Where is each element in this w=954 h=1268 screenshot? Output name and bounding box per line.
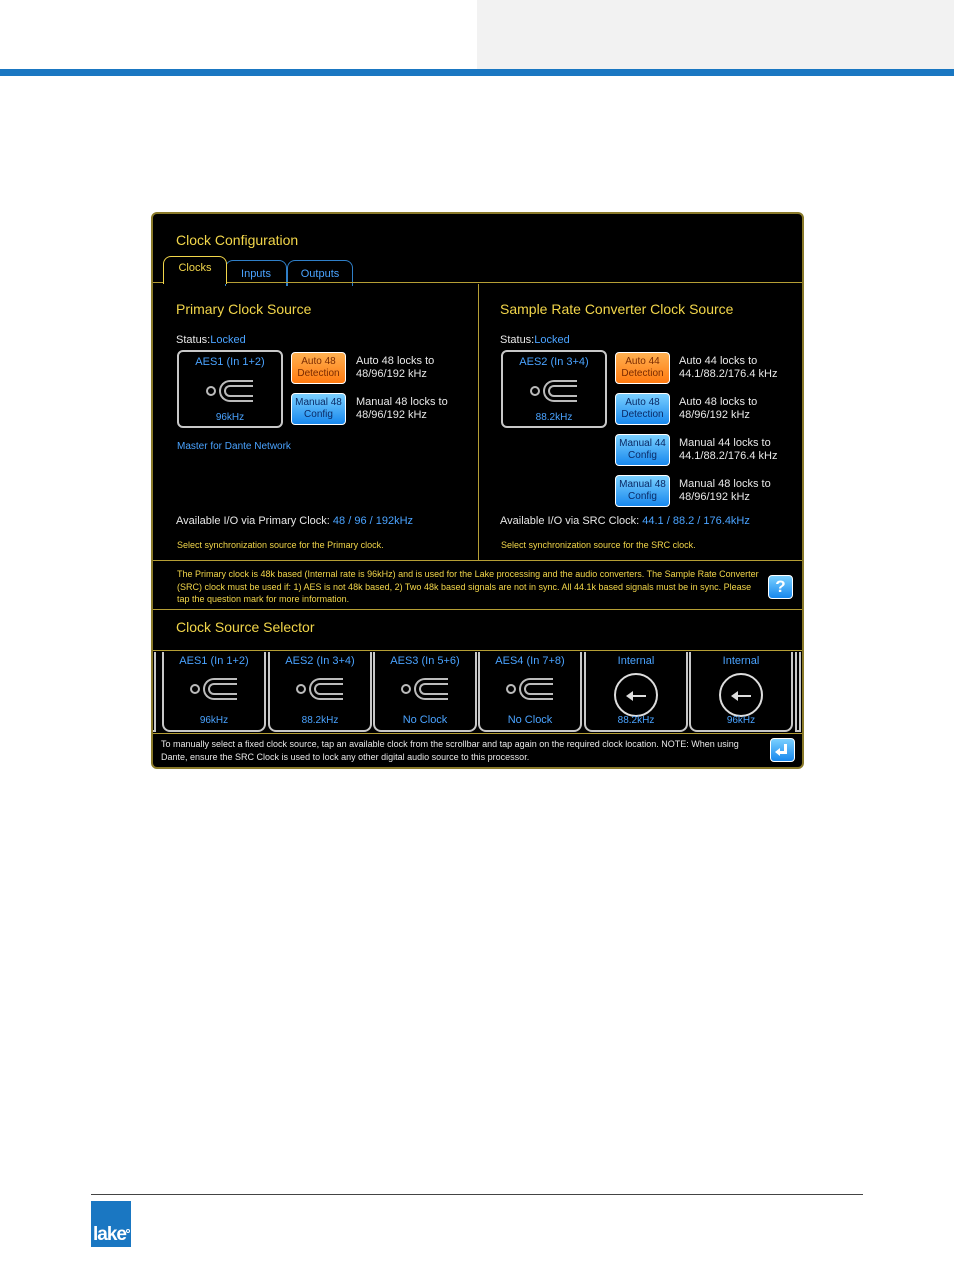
src-avail-value: 44.1 / 88.2 / 176.4kHz [642, 515, 750, 527]
document-header-bar [0, 69, 954, 76]
clock-configuration-screen [151, 212, 804, 769]
primary-clock-label: AES1 (In 1+2) [195, 356, 265, 368]
clock-source-aes3[interactable] [373, 652, 477, 732]
clock-source-label: AES1 (In 1+2) [179, 655, 249, 667]
primary-status [176, 334, 246, 346]
section-divider [153, 650, 804, 651]
src-section-title: Sample Rate Converter Clock Source [500, 301, 734, 317]
tab-outputs[interactable]: Outputs [287, 260, 353, 286]
internal-clock-icon [614, 673, 658, 717]
manual-selection-note: To manually select a fixed clock source, tap an available clock from the scrollbar and tap again on the required clock location. NOTE: When using Dante, ensure the SRC Clock is used to lock any other digital audio source to this processor. [161, 739, 739, 762]
clock-source-rate: 88.2kHz [617, 715, 655, 726]
src-hint: Select synchronization source for the SRC clock. [501, 540, 696, 550]
src-clock-label: AES2 (In 3+4) [519, 356, 589, 368]
src-status [500, 334, 570, 346]
primary-manual-48-desc: Manual 48 locks to 48/96/192 kHz [356, 396, 448, 421]
src-available-io [500, 515, 750, 527]
clock-source-rate: No Clock [402, 714, 448, 726]
panel-divider [478, 284, 479, 560]
clock-source-label: Internal [617, 655, 655, 667]
master-dante-link[interactable]: Master for Dante Network [177, 441, 291, 452]
src-status-label: Status: [500, 334, 535, 346]
aes-connector-icon [401, 676, 449, 702]
aes-connector-icon [506, 676, 554, 702]
lake-logo [91, 1201, 131, 1247]
clock-info-text: The Primary clock is 48k based (Internal rate is 96kHz) and is used for the Lake processing and the audio converters. The Sample Rate Converter (SRC) clock must be used if: 1) AES is not 48k based, 2) Two 48k based signals are not in sync. All 44.1k based signals must be in sync. Please tap the question mark for more information. [177, 569, 759, 604]
tab-divider [153, 282, 804, 283]
clock-source-rate: No Clock [507, 714, 553, 726]
clock-source-scrollbar[interactable] [153, 652, 804, 732]
primary-manual-48-button[interactable]: Manual 48 Config [291, 393, 346, 425]
help-button[interactable]: ? [768, 575, 793, 599]
src-status-value: Locked [534, 334, 570, 346]
internal-clock-icon [719, 673, 763, 717]
clock-source-label: Internal [722, 655, 760, 667]
document-header-band [477, 0, 954, 70]
src-auto-48-button[interactable]: Auto 48 Detection [615, 393, 670, 425]
primary-section-title: Primary Clock Source [176, 301, 312, 317]
primary-avail-value: 48 / 96 / 192kHz [332, 515, 414, 527]
primary-hint: Select synchronization source for the Primary clock. [177, 540, 384, 550]
clock-source-internal-88[interactable] [584, 652, 688, 732]
src-manual-48-desc: Manual 48 locks to 48/96/192 kHz [679, 478, 771, 503]
src-clock-rate: 88.2kHz [535, 412, 573, 423]
primary-status-value: Locked [210, 334, 246, 346]
aes-connector-icon [296, 676, 344, 702]
src-auto-44-button[interactable]: Auto 44 Detection [615, 352, 670, 384]
section-divider [153, 733, 804, 734]
clock-source-label: AES4 (In 7+8) [495, 655, 565, 667]
primary-available-io [176, 515, 413, 527]
src-auto-44-desc: Auto 44 locks to 44.1/88.2/176.4 kHz [679, 355, 778, 380]
clock-source-rate: 96kHz [726, 715, 756, 726]
src-avail-label: Available I/O via SRC Clock: [500, 515, 640, 527]
lake-logo-text: lake [93, 1224, 126, 1245]
primary-avail-label: Available I/O via Primary Clock: [176, 515, 330, 527]
src-auto-48-desc: Auto 48 locks to 48/96/192 kHz [679, 396, 758, 421]
clock-source-label: AES3 (In 5+6) [390, 655, 460, 667]
aes-connector-icon [530, 378, 578, 404]
clock-source-selector-title: Clock Source Selector [176, 619, 315, 635]
clock-source-rate: 96kHz [199, 715, 229, 726]
clock-source-internal-96[interactable] [689, 652, 793, 732]
clock-source-aes2[interactable] [268, 652, 372, 732]
tab-clocks[interactable]: Clocks [163, 256, 227, 284]
section-divider [153, 609, 804, 610]
aes-connector-icon [206, 378, 254, 404]
document-footer-line [91, 1194, 863, 1195]
src-manual-48-button[interactable]: Manual 48 Config [615, 475, 670, 507]
primary-auto-48-desc: Auto 48 locks to 48/96/192 kHz [356, 355, 435, 380]
clock-source-aes1[interactable] [162, 652, 266, 732]
clock-source-label: AES2 (In 3+4) [285, 655, 355, 667]
clock-source-rate: 88.2kHz [301, 715, 339, 726]
strip-edge-right [795, 652, 801, 732]
src-manual-44-desc: Manual 44 locks to 44.1/88.2/176.4 kHz [679, 437, 778, 462]
strip-edge-left [151, 652, 156, 732]
src-manual-44-button[interactable]: Manual 44 Config [615, 434, 670, 466]
primary-status-label: Status: [176, 334, 211, 346]
aes-connector-icon [190, 676, 238, 702]
src-clock-slot[interactable] [501, 350, 607, 428]
section-divider [153, 560, 804, 561]
primary-clock-slot[interactable] [177, 350, 283, 428]
screen-title: Clock Configuration [176, 232, 299, 248]
primary-auto-48-button[interactable]: Auto 48 Detection [291, 352, 346, 384]
primary-clock-rate: 96kHz [215, 412, 245, 423]
clock-source-aes4[interactable] [478, 652, 582, 732]
enter-button[interactable] [770, 738, 795, 762]
tab-inputs[interactable]: Inputs [225, 260, 287, 286]
